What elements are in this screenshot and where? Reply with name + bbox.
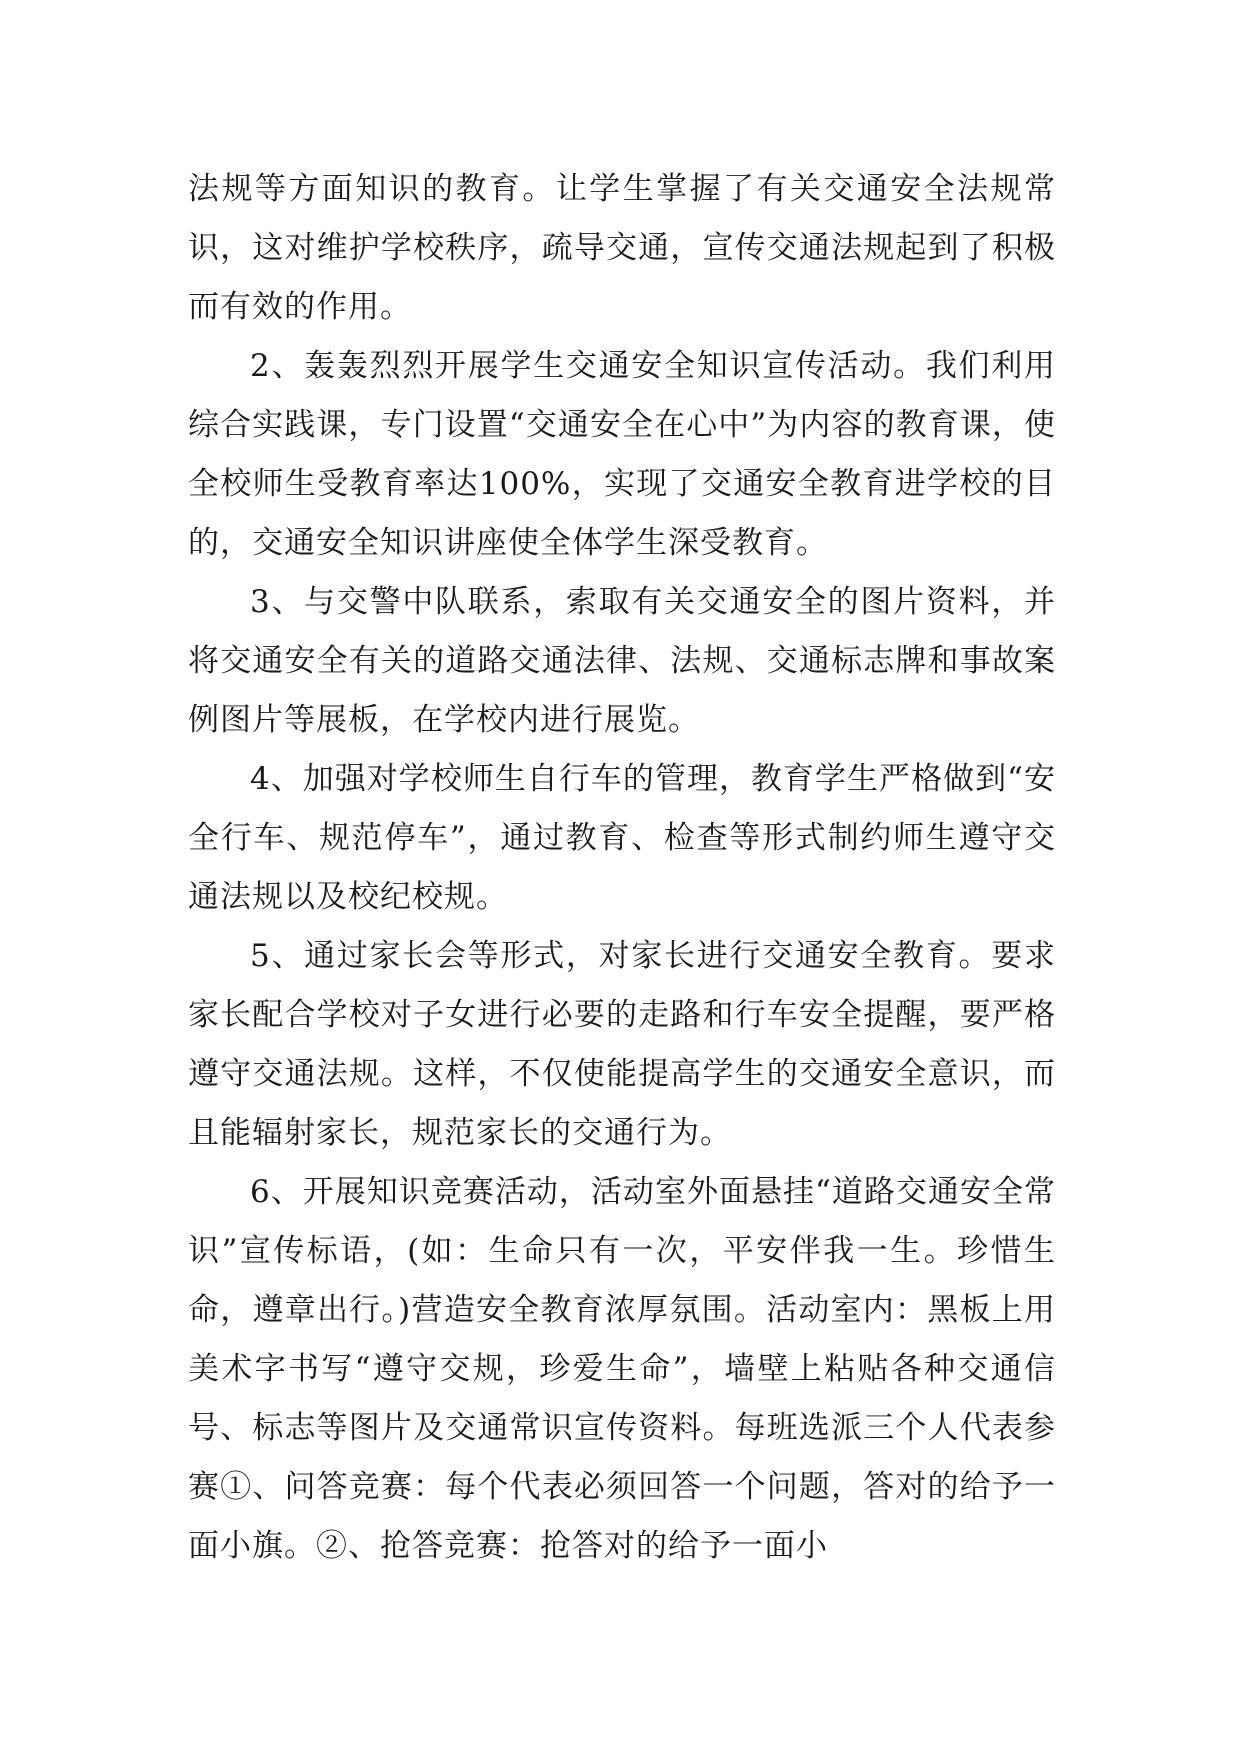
paragraph-item-3: 3、与交警中队联系，索取有关交通安全的图片资料，并将交通安全有关的道路交通法律、法规、交通标志牌和事故案例图片等展板，在学校内进行展览。 (188, 584, 1056, 738)
paragraph-item-2: 2、轰轰烈烈开展学生交通安全知识宣传活动。我们利用综合实践课，专门设置“交通安全在心中”为内容的教育课，使全校师生受教育率达100%，实现了交通安全教育进学校的目的，交通安全知识讲座使全体学生深受教育。 (188, 348, 1056, 561)
paragraph-continuation: 法规等方面知识的教育。让学生掌握了有关交通安全法规常识，这对维护学校秩序，疏导交通，宣传交通法规起到了积极而有效的作用。 (188, 171, 1056, 325)
paragraph-item-4: 4、加强对学校师生自行车的管理，教育学生严格做到“安全行车、规范停车”，通过教育、检查等形式制约师生遵守交通法规以及校纪校规。 (188, 761, 1056, 915)
paragraph-item-5: 5、通过家长会等形式，对家长进行交通安全教育。要求家长配合学校对子女进行必要的走路和行车安全提醒，要严格遵守交通法规。这样，不仅使能提高学生的交通安全意识，而且能辐射家长，规范家长的交通行为。 (188, 938, 1056, 1151)
paragraph-item-6: 6、开展知识竞赛活动，活动室外面悬挂“道路交通安全常识”宣传标语，(如：生命只有一次，平安伴我一生。珍惜生命，遵章出行。)营造安全教育浓厚氛围。活动室内：黑板上用美术字书写“遵守交规，珍爱生命”，墙壁上粘贴各种交通信号、标志等图片及交通常识宣传资料。每班选派三个人代表参赛①、问答竞赛：每个代表必须回答一个问题，答对的给予一面小旗。②、抢答竞赛：抢答对的给予一面小 (188, 1174, 1056, 1564)
document-body (188, 160, 1056, 1576)
